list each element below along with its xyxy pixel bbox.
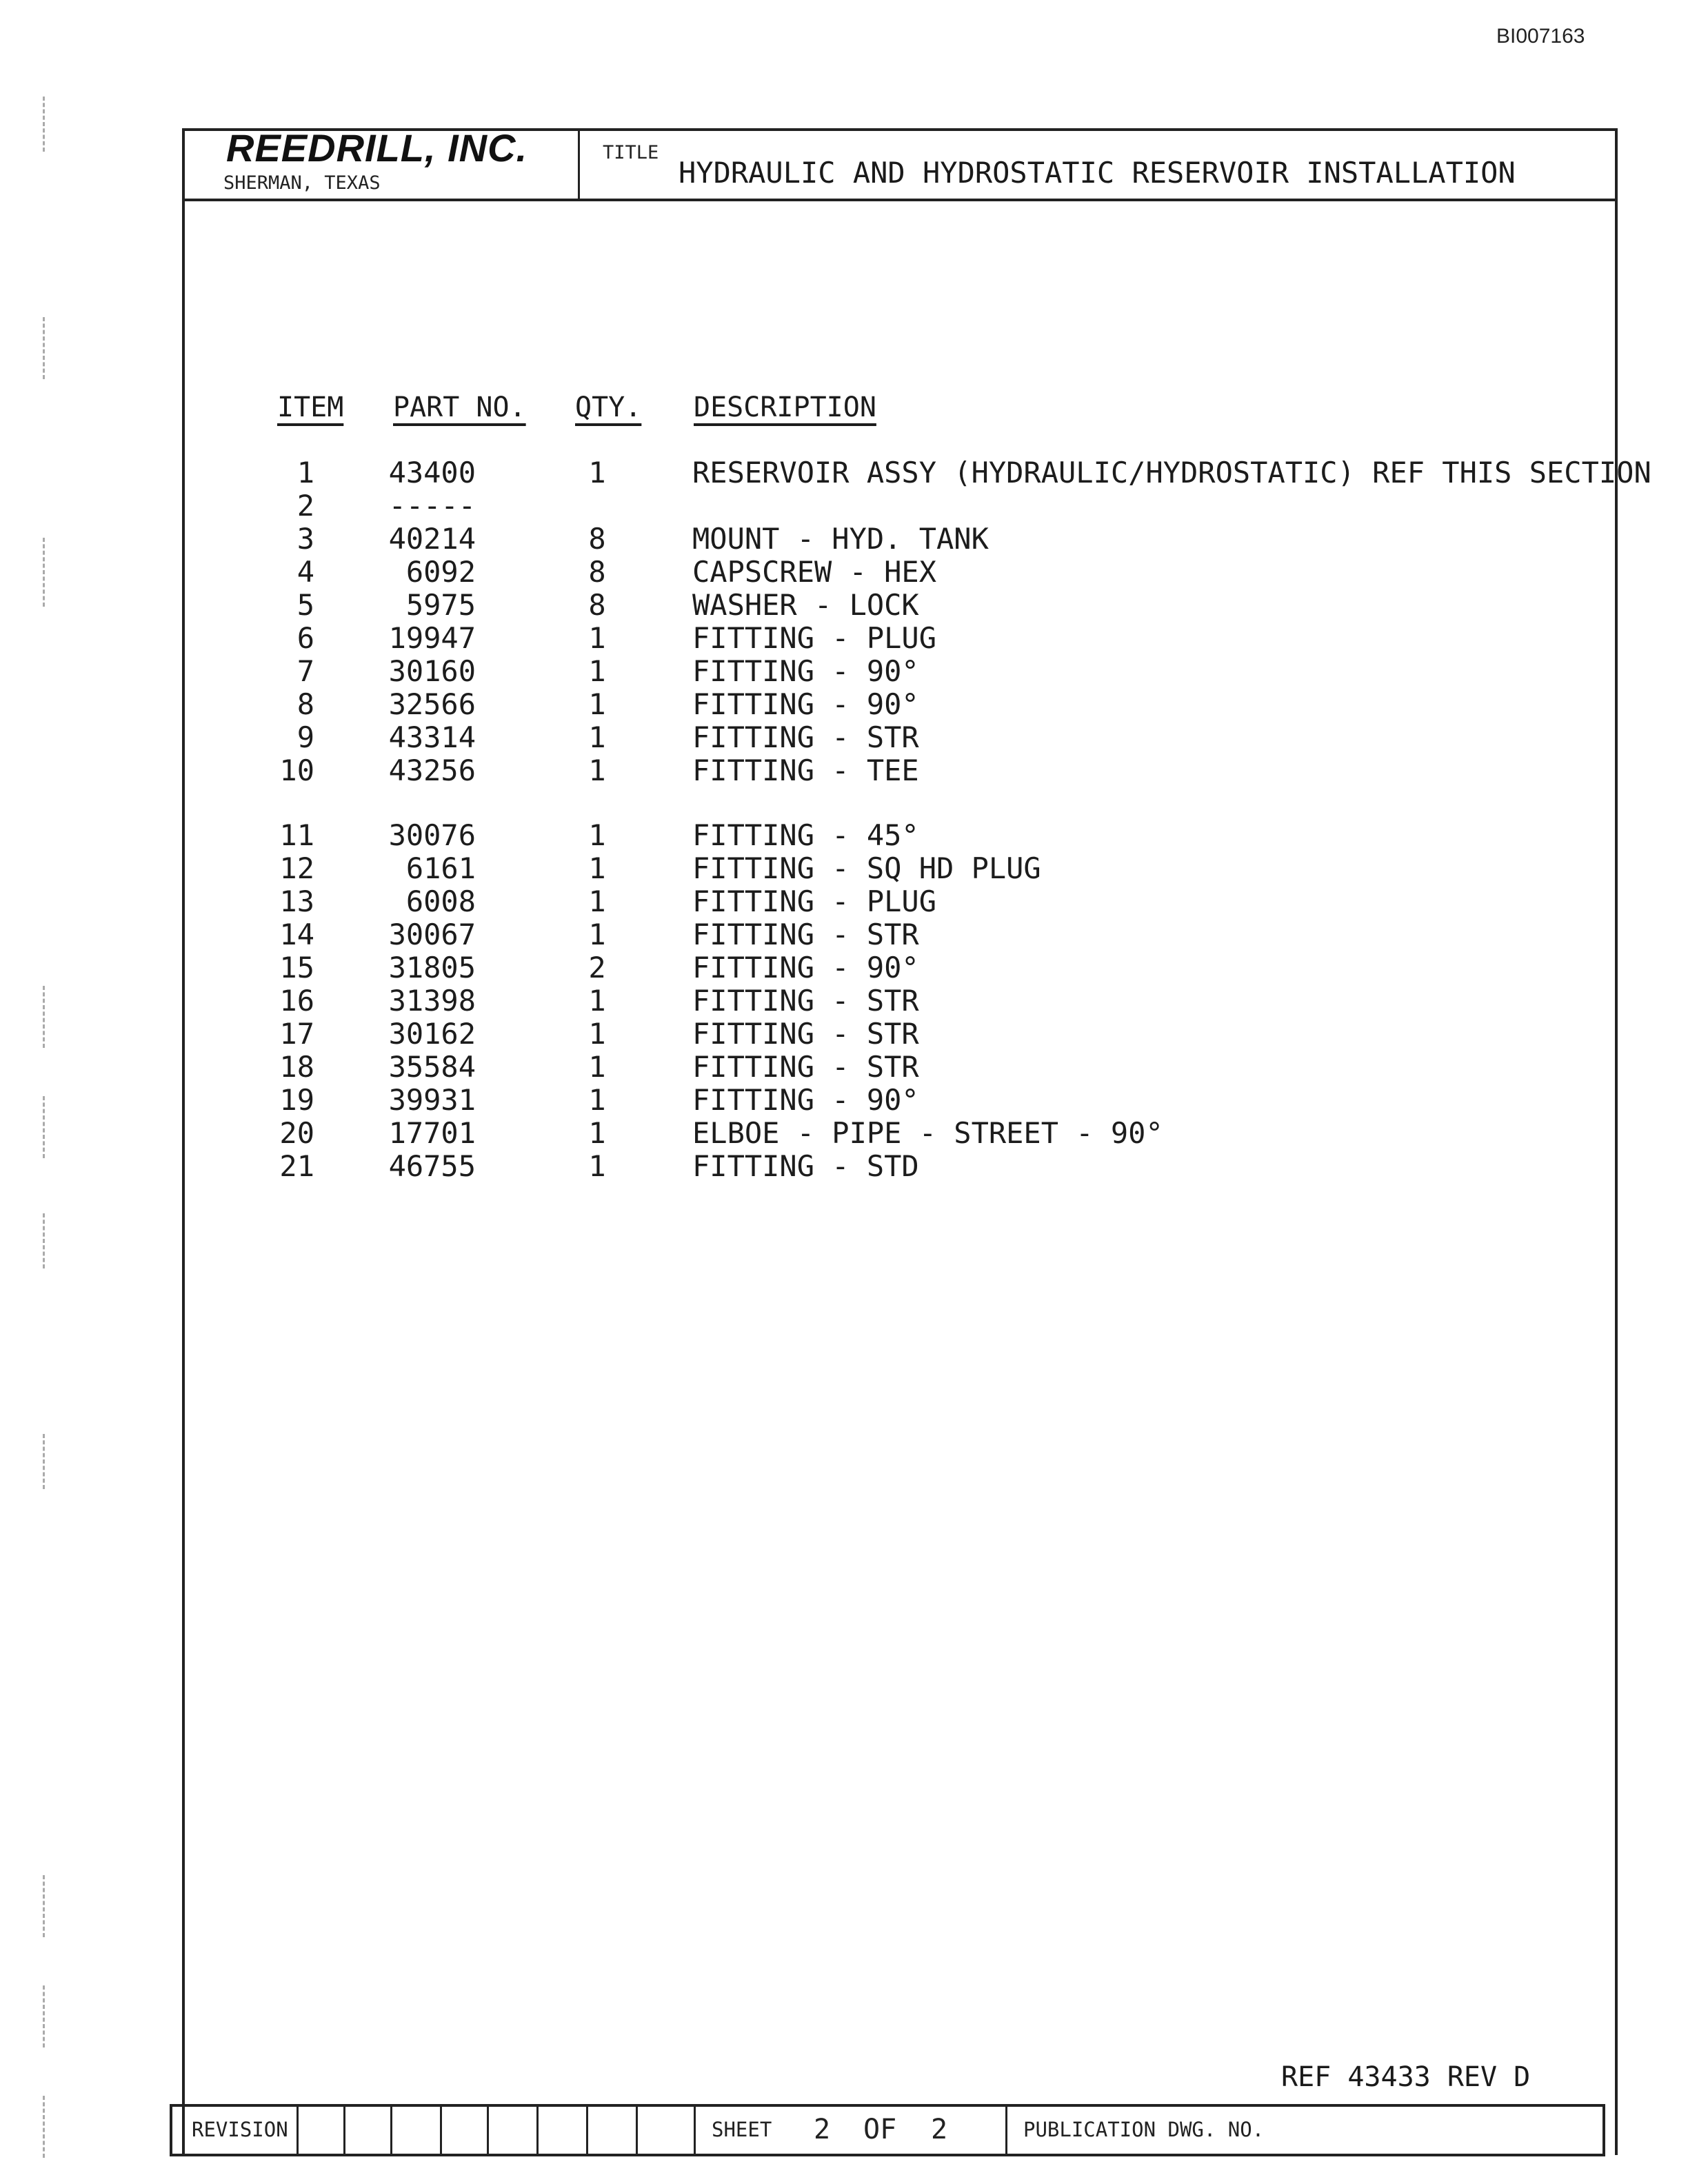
item-number: 6	[297, 621, 314, 655]
item-number: 20	[279, 1116, 314, 1150]
table-row	[0, 721, 1688, 754]
binding-mark	[43, 2096, 64, 2158]
description: WASHER - LOCK	[692, 588, 919, 622]
table-row	[0, 456, 1688, 489]
part-number: 32566	[388, 687, 476, 721]
revision-cell-divider	[390, 2104, 392, 2156]
item-number: 8	[297, 687, 314, 721]
binding-mark	[43, 538, 64, 607]
description: FITTING - PLUG	[692, 884, 937, 918]
company-location: SHERMAN, TEXAS	[223, 172, 381, 194]
document-id: BI007163	[1496, 25, 1585, 48]
item-number: 3	[297, 522, 314, 556]
part-number: 30067	[388, 918, 476, 951]
item-number: 9	[297, 720, 314, 754]
table-row	[0, 688, 1688, 720]
quantity: 1	[588, 621, 606, 655]
sheet-total: 2	[931, 2114, 948, 2145]
table-row	[0, 1051, 1688, 1083]
title-label: TITLE	[603, 142, 659, 163]
description: RESERVOIR ASSY (HYDRAULIC/HYDROSTATIC) REF THIS SECTION	[692, 456, 1651, 489]
description: FITTING - PLUG	[692, 621, 937, 655]
item-number: 10	[279, 754, 314, 787]
part-number: 6161	[405, 851, 476, 885]
drawing-reference: REF 43433 REV D	[1281, 2061, 1531, 2093]
quantity: 1	[588, 754, 606, 787]
quantity: 1	[588, 1149, 606, 1183]
revision-cell-divider	[536, 2104, 539, 2156]
table-row	[0, 622, 1688, 654]
description: FITTING - STR	[692, 1050, 919, 1084]
quantity: 1	[588, 818, 606, 852]
table-row	[0, 819, 1688, 851]
revision-cell-divider	[487, 2104, 489, 2156]
publication-dwg-label: PUBLICATION DWG. NO.	[1023, 2118, 1265, 2141]
quantity: 8	[588, 555, 606, 589]
binding-mark	[43, 1985, 64, 2048]
quantity: 1	[588, 654, 606, 688]
column-header-description: DESCRIPTION	[694, 392, 876, 423]
drawing-title: HYDRAULIC AND HYDROSTATIC RESERVOIR INSTALLATION	[679, 156, 1516, 190]
part-number: 35584	[388, 1050, 476, 1084]
description: FITTING - SQ HD PLUG	[692, 851, 1041, 885]
description: FITTING - STD	[692, 1149, 919, 1183]
part-number: 46755	[388, 1149, 476, 1183]
table-row	[0, 1117, 1688, 1149]
part-number: 5975	[405, 588, 476, 622]
item-number: 2	[297, 489, 314, 523]
sheet-of: OF	[863, 2114, 897, 2145]
description: FITTING - 90°	[692, 1083, 919, 1117]
quantity: 8	[588, 588, 606, 622]
part-number: 31398	[388, 984, 476, 1018]
binding-mark	[43, 986, 64, 1048]
description: FITTING - STR	[692, 918, 919, 951]
revision-cell-divider	[440, 2104, 442, 2156]
quantity: 1	[588, 1083, 606, 1117]
item-number: 7	[297, 654, 314, 688]
description: CAPSCREW - HEX	[692, 555, 937, 589]
revision-cell-divider	[694, 2104, 696, 2156]
part-number: 30160	[388, 654, 476, 688]
part-number: 43314	[388, 720, 476, 754]
quantity: 1	[588, 1017, 606, 1051]
quantity: 1	[588, 984, 606, 1018]
table-row	[0, 489, 1688, 522]
revision-cell-divider	[297, 2104, 299, 2156]
column-header-part-no: PART NO.	[393, 392, 526, 423]
part-number: 30076	[388, 818, 476, 852]
item-number: 13	[279, 884, 314, 918]
quantity: 8	[588, 522, 606, 556]
item-number: 5	[297, 588, 314, 622]
part-number: 6008	[405, 884, 476, 918]
item-number: 11	[279, 818, 314, 852]
table-row	[0, 556, 1688, 588]
part-number: -----	[388, 489, 476, 523]
table-row	[0, 852, 1688, 884]
part-number: 31805	[388, 951, 476, 984]
description: FITTING - STR	[692, 984, 919, 1018]
table-row	[0, 655, 1688, 687]
item-number: 21	[279, 1149, 314, 1183]
description: MOUNT - HYD. TANK	[692, 522, 989, 556]
description: FITTING - STR	[692, 720, 919, 754]
table-row	[0, 1084, 1688, 1116]
item-number: 14	[279, 918, 314, 951]
description: FITTING - 90°	[692, 654, 919, 688]
item-number: 12	[279, 851, 314, 885]
quantity: 1	[588, 1050, 606, 1084]
revision-cell-divider	[636, 2104, 638, 2156]
part-number: 40214	[388, 522, 476, 556]
description: ELBOE - PIPE - STREET - 90°	[692, 1116, 1163, 1150]
quantity: 2	[588, 951, 606, 984]
table-row	[0, 754, 1688, 787]
quantity: 1	[588, 720, 606, 754]
description: FITTING - TEE	[692, 754, 919, 787]
column-header-item: ITEM	[277, 392, 344, 423]
quantity: 1	[588, 918, 606, 951]
table-row	[0, 1018, 1688, 1050]
binding-mark	[43, 317, 64, 379]
table-row	[0, 951, 1688, 984]
table-row	[0, 1150, 1688, 1182]
part-number: 43400	[388, 456, 476, 489]
binding-mark	[43, 1875, 64, 1937]
binding-mark	[43, 97, 64, 152]
part-number: 19947	[388, 621, 476, 655]
part-number: 17701	[388, 1116, 476, 1150]
description: FITTING - 45°	[692, 818, 919, 852]
binding-mark	[43, 1434, 64, 1489]
item-number: 15	[279, 951, 314, 984]
quantity: 1	[588, 687, 606, 721]
sheet-label: SHEET	[712, 2118, 772, 2141]
item-number: 16	[279, 984, 314, 1018]
item-number: 19	[279, 1083, 314, 1117]
table-row	[0, 523, 1688, 555]
title-block-divider	[578, 128, 580, 201]
table-row	[0, 984, 1688, 1017]
item-number: 17	[279, 1017, 314, 1051]
item-number: 1	[297, 456, 314, 489]
table-row	[0, 589, 1688, 621]
description: FITTING - 90°	[692, 951, 919, 984]
table-row	[0, 918, 1688, 951]
item-number: 18	[279, 1050, 314, 1084]
revision-label: REVISION	[192, 2118, 288, 2141]
revision-cell-divider	[586, 2104, 588, 2156]
part-number: 30162	[388, 1017, 476, 1051]
part-number: 39931	[388, 1083, 476, 1117]
description: FITTING - 90°	[692, 687, 919, 721]
sheet-current: 2	[814, 2114, 831, 2145]
item-number: 4	[297, 555, 314, 589]
revision-cell-divider	[343, 2104, 345, 2156]
quantity: 1	[588, 884, 606, 918]
quantity: 1	[588, 1116, 606, 1150]
quantity: 1	[588, 456, 606, 489]
column-header-qty: QTY.	[575, 392, 642, 423]
part-number: 43256	[388, 754, 476, 787]
table-row	[0, 885, 1688, 918]
company-name: REEDRILL, INC.	[226, 126, 528, 170]
binding-mark	[43, 1096, 64, 1158]
part-number: 6092	[405, 555, 476, 589]
description: FITTING - STR	[692, 1017, 919, 1051]
binding-mark	[43, 1213, 64, 1268]
quantity: 1	[588, 851, 606, 885]
sheet-divider	[1005, 2104, 1007, 2156]
